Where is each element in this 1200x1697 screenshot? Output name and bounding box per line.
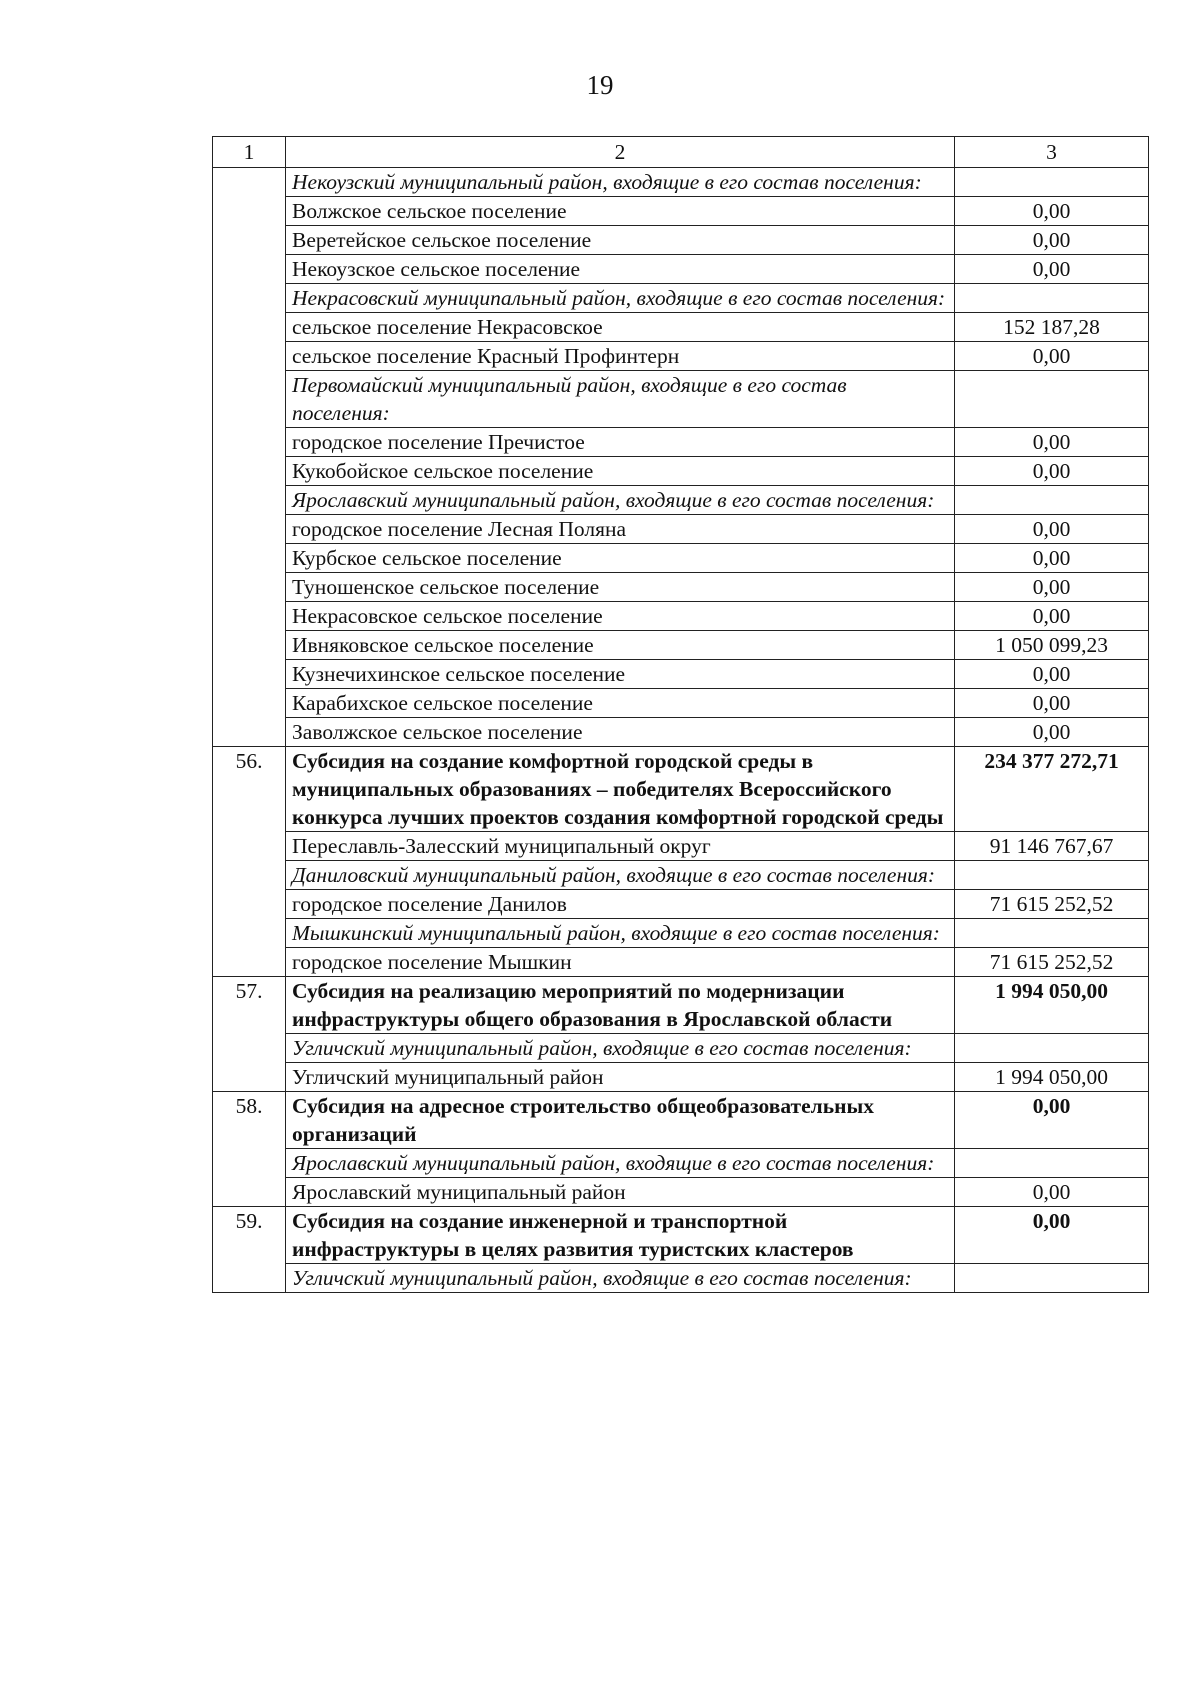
group-cell bbox=[286, 284, 955, 313]
subsidy-cell bbox=[286, 1092, 955, 1149]
row-number bbox=[213, 1149, 286, 1178]
table-row bbox=[213, 573, 1149, 602]
table-row bbox=[213, 602, 1149, 631]
settlement-name: сельское поселение Красный Профинтерн bbox=[292, 344, 680, 368]
table-row bbox=[213, 832, 1149, 861]
district-group-label: Первомайский муниципальный район, входящие в его состав поселения: bbox=[292, 373, 847, 425]
header-col-2: 2 bbox=[286, 137, 955, 168]
amount-cell: 0,00 bbox=[955, 428, 1149, 457]
settlement-cell bbox=[286, 948, 955, 977]
settlement-name: Некоузское сельское поселение bbox=[292, 257, 581, 281]
table-row bbox=[213, 718, 1149, 747]
group-row bbox=[213, 486, 1149, 515]
group-cell bbox=[286, 1034, 955, 1063]
amount-cell: 0,00 bbox=[955, 197, 1149, 226]
header-col-3: 3 bbox=[955, 137, 1149, 168]
subsidy-amount: 234 377 272,71 bbox=[955, 747, 1149, 832]
subsidy-cell bbox=[286, 747, 955, 832]
amount-cell bbox=[955, 371, 1149, 428]
group-cell bbox=[286, 1264, 955, 1293]
row-number bbox=[213, 168, 286, 197]
settlement-cell bbox=[286, 573, 955, 602]
subsidy-cell bbox=[286, 1207, 955, 1264]
amount-cell: 0,00 bbox=[955, 255, 1149, 284]
settlement-name: Переславль-Залесский муниципальный округ bbox=[292, 834, 711, 858]
amount-cell: 0,00 bbox=[955, 689, 1149, 718]
settlement-cell bbox=[286, 457, 955, 486]
table-row bbox=[213, 689, 1149, 718]
group-cell bbox=[286, 168, 955, 197]
settlement-name: городское поселение Данилов bbox=[292, 892, 567, 916]
subsidy-amount: 1 994 050,00 bbox=[955, 977, 1149, 1034]
row-number bbox=[213, 919, 286, 948]
row-number bbox=[213, 573, 286, 602]
table-body bbox=[213, 168, 1149, 1293]
settlement-cell bbox=[286, 226, 955, 255]
amount-cell: 152 187,28 bbox=[955, 313, 1149, 342]
row-number bbox=[213, 718, 286, 747]
settlement-name: Ярославский муниципальный район bbox=[292, 1180, 626, 1204]
row-number bbox=[213, 602, 286, 631]
district-group-label: Угличский муниципальный район, входящие в его состав поселения: bbox=[292, 1036, 912, 1060]
header-col-1: 1 bbox=[213, 137, 286, 168]
subsidy-row bbox=[213, 977, 1149, 1034]
district-group-label: Даниловский муниципальный район, входящие в его состав поселения: bbox=[292, 863, 936, 887]
row-number bbox=[213, 660, 286, 689]
settlement-cell bbox=[286, 313, 955, 342]
row-number bbox=[213, 1063, 286, 1092]
settlement-name: Кузнечихинское сельское поселение bbox=[292, 662, 626, 686]
settlement-cell bbox=[286, 1178, 955, 1207]
amount-cell: 0,00 bbox=[955, 515, 1149, 544]
amount-cell bbox=[955, 1034, 1149, 1063]
district-group-label: Ярославский муниципальный район, входящие в его состав поселения: bbox=[292, 488, 935, 512]
page-number: 19 bbox=[586, 70, 614, 100]
amount-cell: 0,00 bbox=[955, 544, 1149, 573]
amount-cell: 1 050 099,23 bbox=[955, 631, 1149, 660]
row-number bbox=[213, 226, 286, 255]
subsidy-row bbox=[213, 1207, 1149, 1264]
settlement-name: Ивняковское сельское поселение bbox=[292, 633, 594, 657]
settlement-cell bbox=[286, 197, 955, 226]
group-cell bbox=[286, 1149, 955, 1178]
row-number bbox=[213, 255, 286, 284]
table-row bbox=[213, 515, 1149, 544]
settlement-cell bbox=[286, 890, 955, 919]
settlement-cell bbox=[286, 832, 955, 861]
amount-cell bbox=[955, 1264, 1149, 1293]
district-group-label: Угличский муниципальный район, входящие в его состав поселения: bbox=[292, 1266, 912, 1290]
table-row bbox=[213, 226, 1149, 255]
amount-cell: 0,00 bbox=[955, 342, 1149, 371]
table-header bbox=[213, 137, 1149, 168]
subsidy-title: Субсидия на создание инженерной и транспортной инфраструктуры в целях развития туристских кластеров bbox=[292, 1209, 854, 1261]
row-number bbox=[213, 515, 286, 544]
subsidy-row bbox=[213, 1092, 1149, 1149]
subsidy-amount: 0,00 bbox=[955, 1092, 1149, 1149]
group-cell bbox=[286, 486, 955, 515]
settlement-cell bbox=[286, 428, 955, 457]
settlement-name: Некрасовское сельское поселение bbox=[292, 604, 603, 628]
table-row bbox=[213, 1178, 1149, 1207]
row-number bbox=[213, 313, 286, 342]
group-row bbox=[213, 1264, 1149, 1293]
settlement-name: Туношенское сельское поселение bbox=[292, 575, 600, 599]
settlement-name: городское поселение Пречистое bbox=[292, 430, 585, 454]
row-number bbox=[213, 342, 286, 371]
group-row bbox=[213, 1149, 1149, 1178]
amount-cell: 0,00 bbox=[955, 602, 1149, 631]
settlement-name: городское поселение Мышкин bbox=[292, 950, 572, 974]
table-row bbox=[213, 313, 1149, 342]
district-group-label: Мышкинский муниципальный район, входящие в его состав поселения: bbox=[292, 921, 940, 945]
amount-cell: 0,00 bbox=[955, 660, 1149, 689]
subsidy-title: Субсидия на адресное строительство общеобразовательных организаций bbox=[292, 1094, 874, 1146]
settlement-name: Угличский муниципальный район bbox=[292, 1065, 604, 1089]
amount-cell bbox=[955, 168, 1149, 197]
settlement-cell bbox=[286, 689, 955, 718]
table-row bbox=[213, 428, 1149, 457]
subsidy-title: Субсидия на реализацию мероприятий по модернизации инфраструктуры общего образования в Ярославской области bbox=[292, 979, 893, 1031]
settlement-cell bbox=[286, 255, 955, 284]
settlement-name: Веретейское сельское поселение bbox=[292, 228, 592, 252]
subsidy-amount: 0,00 bbox=[955, 1207, 1149, 1264]
subsidy-row bbox=[213, 747, 1149, 832]
amount-cell: 91 146 767,67 bbox=[955, 832, 1149, 861]
row-number: 56. bbox=[213, 747, 286, 832]
amount-cell: 71 615 252,52 bbox=[955, 948, 1149, 977]
table-row bbox=[213, 255, 1149, 284]
table-row bbox=[213, 197, 1149, 226]
settlement-cell bbox=[286, 1063, 955, 1092]
settlement-name: Курбское сельское поселение bbox=[292, 546, 562, 570]
group-cell bbox=[286, 919, 955, 948]
header-row bbox=[213, 137, 1149, 168]
group-row bbox=[213, 1034, 1149, 1063]
amount-cell bbox=[955, 486, 1149, 515]
row-number bbox=[213, 832, 286, 861]
settlement-cell bbox=[286, 342, 955, 371]
group-cell bbox=[286, 861, 955, 890]
row-number bbox=[213, 457, 286, 486]
settlement-cell bbox=[286, 602, 955, 631]
row-number bbox=[213, 948, 286, 977]
subsidy-cell bbox=[286, 977, 955, 1034]
amount-cell: 71 615 252,52 bbox=[955, 890, 1149, 919]
settlement-cell bbox=[286, 631, 955, 660]
group-row bbox=[213, 861, 1149, 890]
settlement-name: Кукобойское сельское поселение bbox=[292, 459, 594, 483]
amount-cell: 0,00 bbox=[955, 1178, 1149, 1207]
amount-cell: 0,00 bbox=[955, 457, 1149, 486]
row-number bbox=[213, 1264, 286, 1293]
table-row bbox=[213, 948, 1149, 977]
subsidy-table bbox=[212, 136, 1149, 1293]
row-number bbox=[213, 1178, 286, 1207]
table-row bbox=[213, 342, 1149, 371]
group-row bbox=[213, 371, 1149, 428]
row-number bbox=[213, 544, 286, 573]
group-row bbox=[213, 919, 1149, 948]
amount-cell: 1 994 050,00 bbox=[955, 1063, 1149, 1092]
amount-cell: 0,00 bbox=[955, 226, 1149, 255]
district-group-label: Ярославский муниципальный район, входящие в его состав поселения: bbox=[292, 1151, 935, 1175]
amount-cell: 0,00 bbox=[955, 718, 1149, 747]
table-row bbox=[213, 1063, 1149, 1092]
row-number bbox=[213, 631, 286, 660]
settlement-cell bbox=[286, 660, 955, 689]
table-row bbox=[213, 660, 1149, 689]
amount-cell bbox=[955, 284, 1149, 313]
district-group-label: Некоузский муниципальный район, входящие в его состав поселения: bbox=[292, 170, 922, 194]
row-number bbox=[213, 371, 286, 428]
settlement-name: городское поселение Лесная Поляна bbox=[292, 517, 627, 541]
row-number bbox=[213, 689, 286, 718]
table-row bbox=[213, 457, 1149, 486]
group-row bbox=[213, 284, 1149, 313]
district-group-label: Некрасовский муниципальный район, входящие в его состав поселения: bbox=[292, 286, 946, 310]
row-number bbox=[213, 197, 286, 226]
amount-cell bbox=[955, 919, 1149, 948]
table-row bbox=[213, 890, 1149, 919]
settlement-cell bbox=[286, 544, 955, 573]
group-cell bbox=[286, 371, 955, 428]
group-row bbox=[213, 168, 1149, 197]
settlement-name: Заволжское сельское поселение bbox=[292, 720, 583, 744]
settlement-name: Карабихское сельское поселение bbox=[292, 691, 593, 715]
settlement-name: сельское поселение Некрасовское bbox=[292, 315, 603, 339]
row-number: 58. bbox=[213, 1092, 286, 1149]
row-number: 57. bbox=[213, 977, 286, 1034]
settlement-name: Волжское сельское поселение bbox=[292, 199, 567, 223]
table-row bbox=[213, 544, 1149, 573]
row-number bbox=[213, 284, 286, 313]
amount-cell: 0,00 bbox=[955, 573, 1149, 602]
row-number bbox=[213, 428, 286, 457]
row-number bbox=[213, 486, 286, 515]
amount-cell bbox=[955, 1149, 1149, 1178]
row-number bbox=[213, 1034, 286, 1063]
row-number bbox=[213, 861, 286, 890]
settlement-cell bbox=[286, 515, 955, 544]
settlement-cell bbox=[286, 718, 955, 747]
amount-cell bbox=[955, 861, 1149, 890]
row-number bbox=[213, 890, 286, 919]
table-row bbox=[213, 631, 1149, 660]
subsidy-title: Субсидия на создание комфортной городской среды в муниципальных образованиях – победителях Всероссийского конкурса лучших проектов создания комфортной городской среды bbox=[292, 749, 944, 829]
row-number: 59. bbox=[213, 1207, 286, 1264]
